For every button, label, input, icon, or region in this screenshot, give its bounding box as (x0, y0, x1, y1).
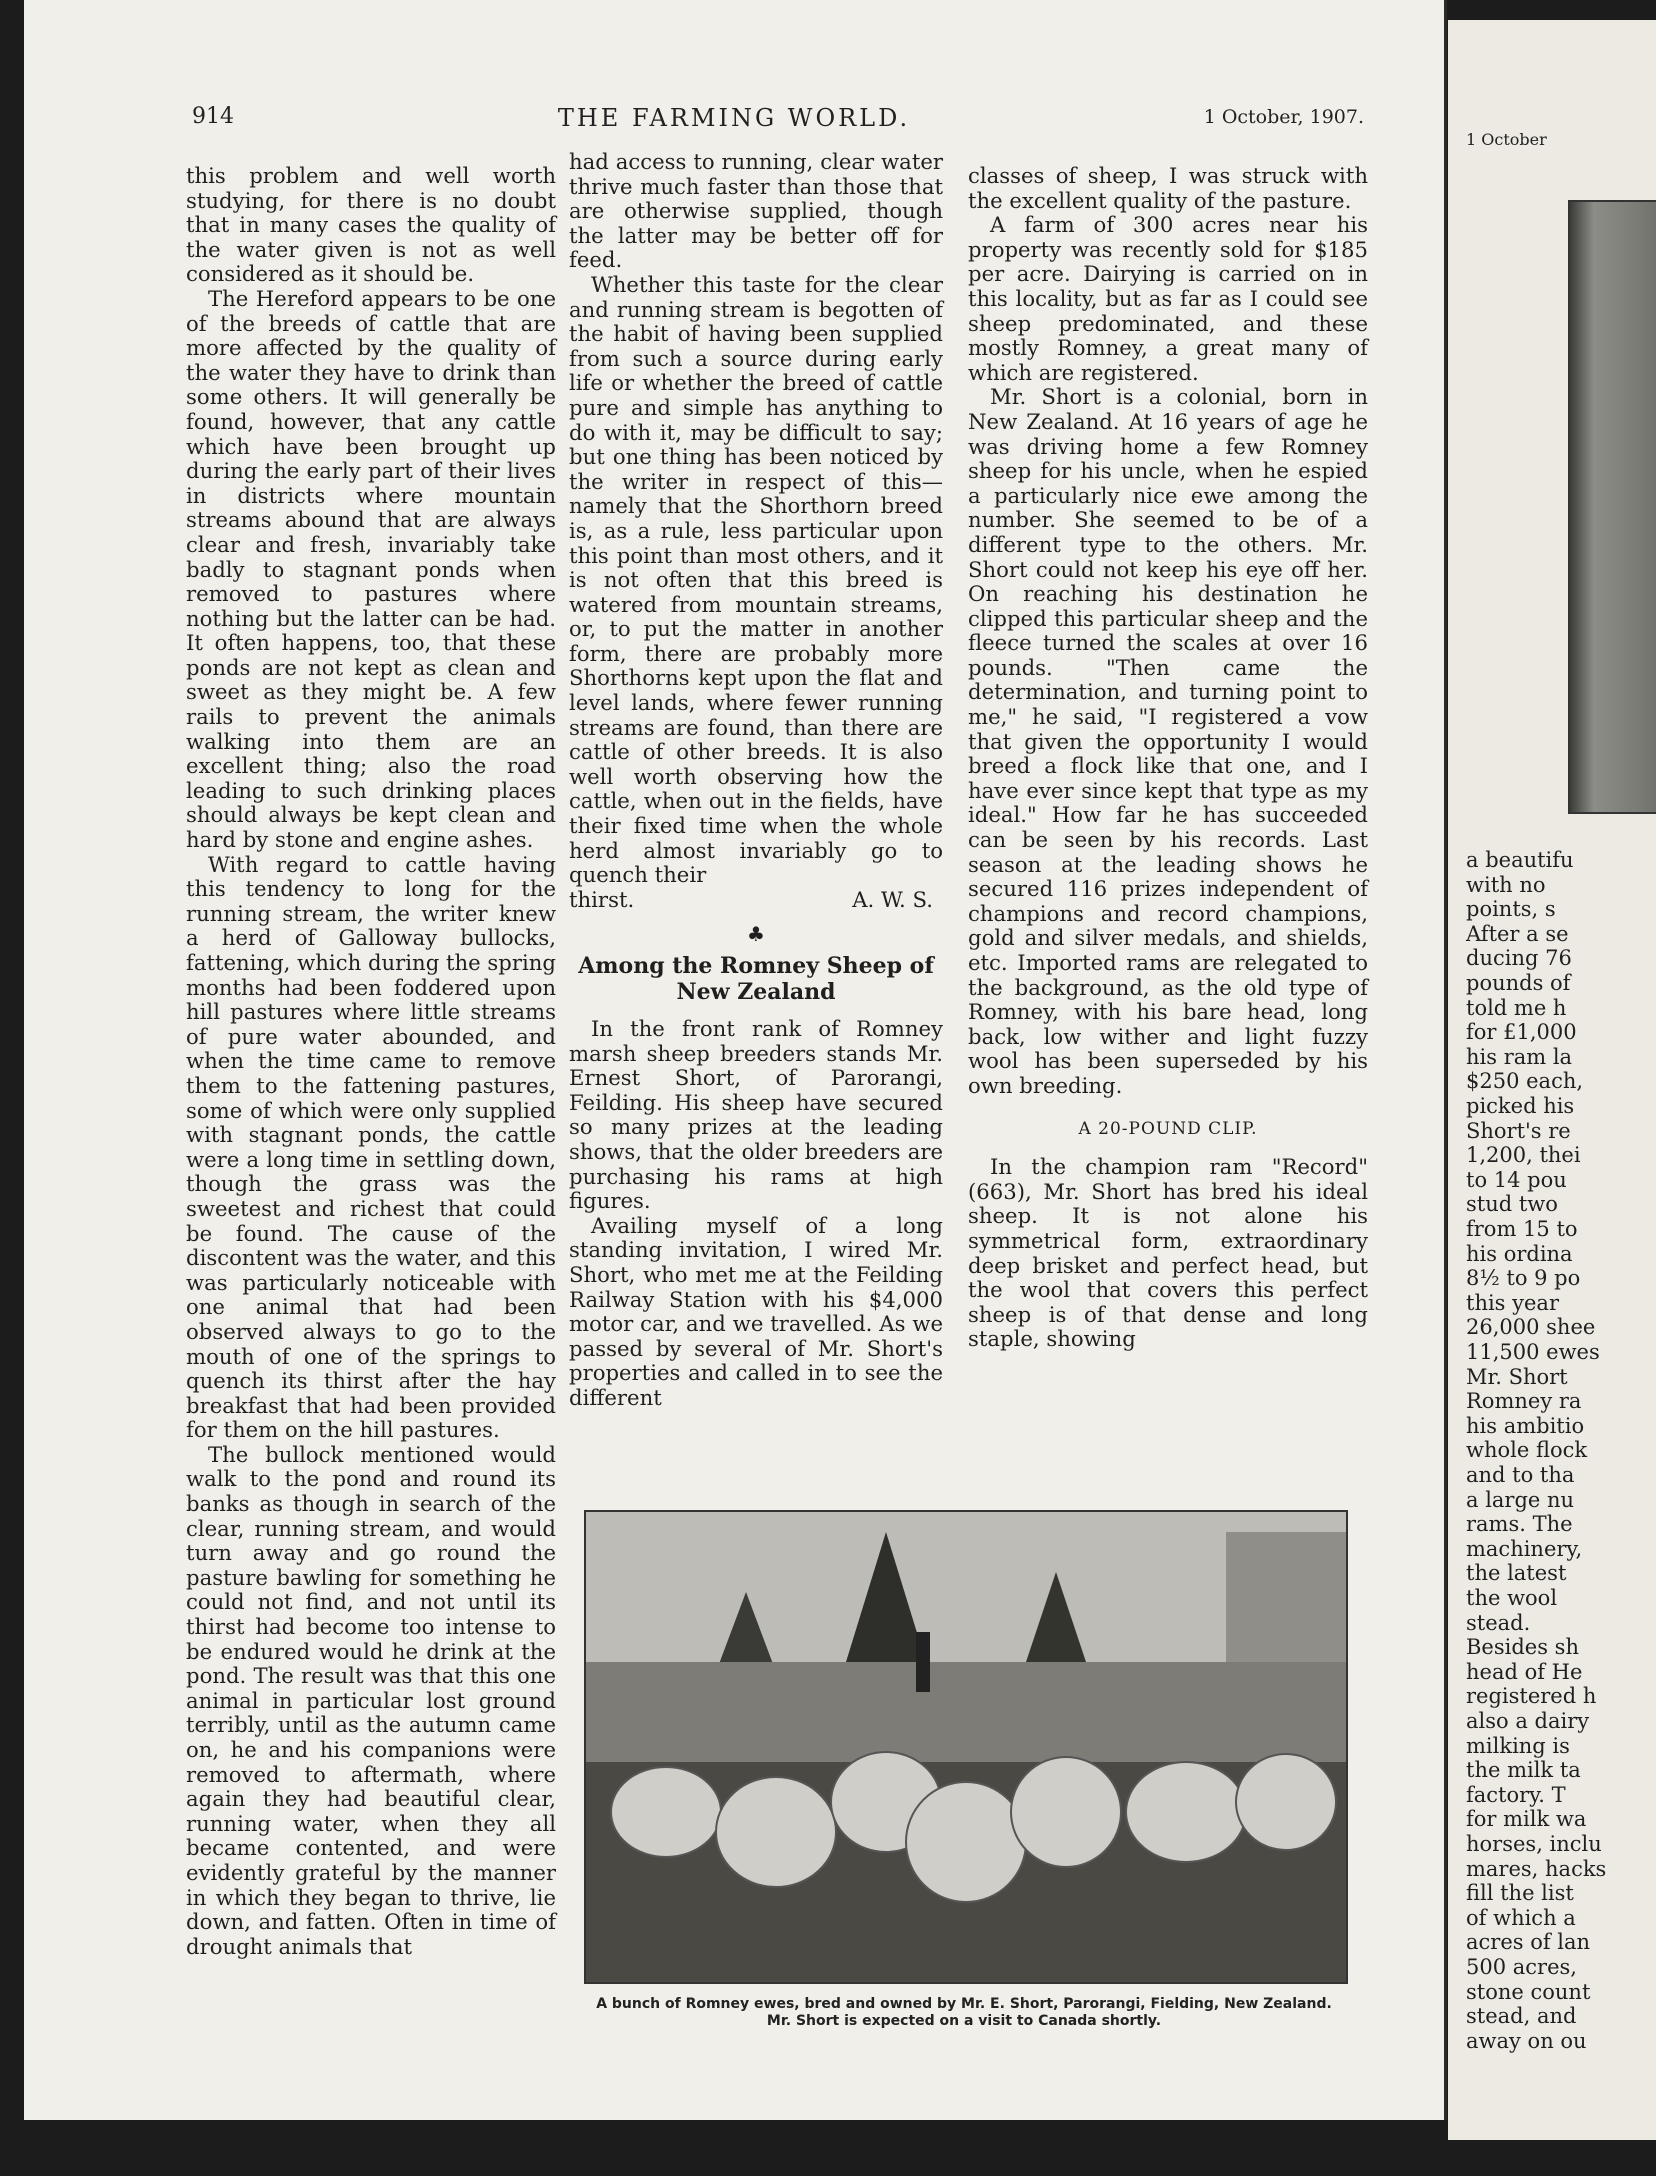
adjacent-page-line: his ordina (1466, 1241, 1573, 1266)
adjacent-page-line: with no (1466, 872, 1546, 897)
paragraph: In the front rank of Romney marsh sheep breeders stands Mr. Ernest Short, of Parorangi, Feilding. His sheep have secured so many prizes at the leading shows, that the older breeders are purchasing his rams at high figures. (569, 1016, 943, 1214)
ornament-icon: ♣ (747, 922, 765, 947)
adjacent-page-line: Besides sh (1466, 1635, 1579, 1660)
paragraph: The bullock mentioned would walk to the pond and round its banks as though in search of the clear, running stream, and would turn away and go round the pasture bawling for something he could not find, and not until its thirst had become too intense to be endured would he drink at the pond. The result was that this one animal in particular lost ground terribly, until as the autumn came on, he and his companions were removed to aftermath, where again they had beautiful clear, running water, when they all became contented, and were evidently grateful by the manner in which they began to thrive, lie down, and fatten. Often in time of drought animals that (186, 1441, 556, 1959)
section-subhead: A 20-POUND CLIP. (1078, 1118, 1258, 1139)
magazine-page (24, 0, 1447, 2120)
last-word: thirst. (569, 886, 635, 912)
caption-line: A bunch of Romney ewes, bred and owned by Mr. E. Short, Parorangi, Fielding, New Zealand. (596, 1996, 1332, 2012)
adjacent-page-line: his ambitio (1466, 1413, 1585, 1438)
adjacent-page-line: mares, hacks (1466, 1856, 1607, 1881)
adjacent-page-line: registered h (1466, 1684, 1597, 1709)
adjacent-page-line: picked his (1466, 1094, 1575, 1118)
adjacent-page-line: fill the list (1466, 1881, 1574, 1906)
adjacent-page-line: pounds of (1466, 971, 1571, 995)
adjacent-page-line: for milk wa (1466, 1807, 1587, 1832)
adjacent-page-line: Short's re (1466, 1118, 1571, 1143)
adjacent-page-line: for £1,000 (1466, 1020, 1577, 1045)
paragraph: Availing myself of a long standing invitation, I wired Mr. Short, who met me at the Feilding Railway Station with his $4,000 motor car, and we travelled. As we passed by several of Mr. Short's properties and called in to see the different (569, 1212, 943, 1410)
adjacent-page-line: 11,500 ewes (1466, 1340, 1600, 1364)
adjacent-page-line: ducing 76 (1466, 946, 1572, 971)
column-3 (968, 164, 1368, 1352)
photo-caption (584, 1996, 1344, 2030)
adjacent-page-line: milking is (1466, 1733, 1570, 1758)
adjacent-page-line: and to tha (1466, 1463, 1575, 1487)
article-title: Among the Romney Sheep of New Zealand (578, 953, 934, 1005)
adjacent-page-line: of which a (1466, 1905, 1576, 1930)
paragraph: had access to running, clear water thrive much faster than those that are otherwise supplied, though the latter may be better off for feed. (569, 149, 943, 273)
adjacent-page-line: the latest (1466, 1561, 1567, 1586)
adjacent-page-date: 1 October (1466, 130, 1547, 149)
adjacent-page-line: to 14 pou (1466, 1167, 1567, 1192)
adjacent-page-line: horses, inclu (1466, 1832, 1602, 1856)
adjacent-page-line: stead. (1466, 1610, 1531, 1635)
column-1 (186, 164, 556, 1959)
adjacent-page-line: the wool (1466, 1586, 1558, 1610)
paragraph: Mr. Short is a colonial, born in New Zealand. At 16 years of age he was driving home a few Romney sheep for his uncle, when he espied a particularly nice ewe among the number. She seemed to be of a different type to the others. Mr. Short could not keep his eye off her. On reaching his destination he clipped this particular sheep and the fleece turned the scales at over 16 pounds. "Then came the determination, and turning point to me," he said, "I registered a vow that given the opportunity I would breed a flock like that one, and I have ever since kept that type as my ideal." How far he has succeeded can be seen by his records. Last season at the leading shows he secured 116 prizes independent of champions and record champions, gold and silver medals, and shields, etc. Imported rams are relegated to the background, as the old type of Romney, with his bare head, long back, low wither and light fuzzy wool has been superseded by his own breeding. (968, 384, 1368, 1098)
adjacent-page-line: told me h (1466, 995, 1567, 1020)
sheep-photo (584, 1510, 1348, 1984)
page-number: 914 (192, 104, 234, 129)
adjacent-page-line: acres of lan (1466, 1930, 1591, 1955)
paragraph: In the champion ram "Record" (663), Mr. Short has bred his ideal sheep. It is not alone his symmetrical form, extraordinary deep brisket and perfect head, but the wool that covers this perfect sheep is of that dense and long staple, showing (968, 1154, 1368, 1352)
adjacent-page-line: 8½ to 9 po (1466, 1266, 1581, 1291)
caption-line: Mr. Short is expected on a visit to Canada shortly. (766, 2013, 1162, 2029)
adjacent-page-line: rams. The (1466, 1512, 1573, 1537)
adjacent-page-line: factory. T (1466, 1782, 1566, 1807)
paragraph: A farm of 300 acres near his property was recently sold for $185 per acre. Dairying is carried on in this locality, but as far as I could see sheep predominated, and these mostly Romney, a great many of which are registered. (968, 212, 1368, 385)
adjacent-page-line: the milk ta (1466, 1758, 1581, 1783)
adjacent-page-line: stud two (1466, 1192, 1558, 1217)
adjacent-page-line: away on ou (1466, 2028, 1587, 2053)
column-2 (569, 150, 943, 1411)
paragraph: Whether this taste for the clear and running stream is begotten of the habit of having been supplied from such a source during early life or whether the breed of cattle pure and simple has anything to do with it, may be difficult to say; but one thing has been noticed by the writer in respect of this—namely that the Shorthorn breed is, as a rule, less particular upon this point than most others, and it is not often that this breed is watered from mountain streams, or, to put the matter in another form, there are probably more Shorthorns kept upon the flat and level lands, where fewer running streams are found, than there are cattle of other breeds. It is also well worth observing how the cattle, when out in the fields, have their fixed time when the whole herd almost invariably go to quench their (569, 271, 943, 888)
adjacent-page-line: $250 each, (1466, 1069, 1584, 1094)
adjacent-page-line: stead, and (1466, 2004, 1577, 2029)
signature-line (569, 888, 943, 913)
paragraph: The Hereford appears to be one of the breeds of cattle that are more affected by the quality of the water they have to drink than some others. It will generally be found, however, that any cattle which have been brought up during the early part of their lives in districts where mountain streams abound that are always clear and fresh, invariably take badly to stagnant ponds when removed to pastures where nothing but the latter can be had. It often happens, too, that these ponds are not kept as clean and sweet as they might be. A few rails to prevent the animals walking into them are an excellent thing; also the road leading to such drinking places should always be kept clean and hard by stone and engine ashes. (186, 285, 556, 853)
adjacent-page-line: stone count (1466, 1979, 1591, 2004)
adjacent-page-line: After a se (1466, 921, 1569, 946)
author-initials: A. W. S. (852, 886, 933, 912)
adjacent-page-line: 1,200, thei (1466, 1143, 1581, 1168)
adjacent-page-photo (1568, 200, 1656, 814)
adjacent-page-line: this year (1466, 1290, 1559, 1315)
adjacent-page-line: from 15 to (1466, 1217, 1578, 1241)
paragraph: With regard to cattle having this tendency to long for the running stream, the writer knew a herd of Galloway bullocks, fattening, which during the spring months had been foddered upon hill pastures where little streams of pure water abounded, and when the time came to remove them to the fattening pastures, some of which were only supplied with stagnant ponds, the cattle were a long time in settling down, though the grass was the sweetest and richest that could be found. The cause of the discontent was the water, and this was particularly noticeable with one animal that had been observed always to go to the mouth of one of the springs to quench its thirst after the hay breakfast that had been provided for them on the hill pastures. (186, 851, 556, 1443)
paragraph: this problem and well worth studying, for there is no doubt that in many cases the quality of the water given is not as well considered as it should be. (186, 163, 556, 287)
issue-date: 1 October, 1907. (1203, 106, 1364, 128)
adjacent-page-line: head of He (1466, 1659, 1583, 1684)
adjacent-page-line: Mr. Short (1466, 1364, 1568, 1389)
page-header (24, 104, 1444, 144)
adjacent-page-line: whole flock (1466, 1438, 1588, 1463)
sheep-photo-illustration (586, 1512, 1346, 1982)
paragraph: classes of sheep, I was struck with the excellent quality of the pasture. (968, 163, 1368, 213)
adjacent-page-line: a beautifu (1466, 848, 1574, 872)
adjacent-page-line: points, s (1466, 897, 1556, 922)
adjacent-page-line: machinery, (1466, 1536, 1583, 1561)
adjacent-page-line: a large nu (1466, 1487, 1575, 1512)
adjacent-page-line: his ram la (1466, 1044, 1573, 1069)
adjacent-page-line: also a dairy (1466, 1709, 1590, 1733)
adjacent-page-line: 500 acres, (1466, 1955, 1577, 1979)
adjacent-page (1448, 20, 1656, 2140)
adjacent-page-line: 26,000 shee (1466, 1315, 1596, 1340)
masthead: THE FARMING WORLD. (557, 104, 911, 132)
adjacent-page-line: Romney ra (1466, 1389, 1582, 1414)
